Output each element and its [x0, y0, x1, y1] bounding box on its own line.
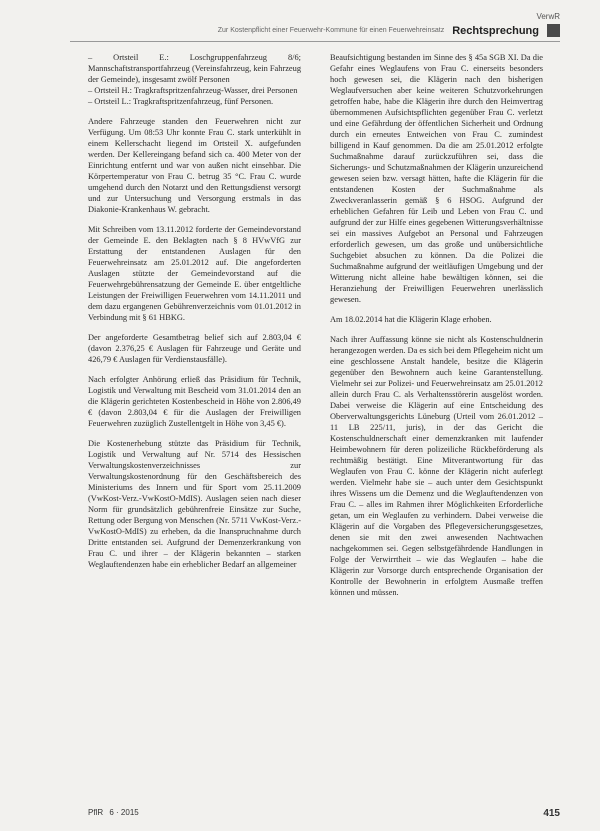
page-number: 415	[543, 808, 560, 819]
section-tag: VerwR	[536, 12, 560, 21]
right-column	[330, 52, 543, 607]
vehicle-list	[88, 52, 301, 107]
journal-issue: 6 · 2015	[109, 808, 139, 817]
list-item: – Ortsteil E.: Loschgruppenfahrzeug 8/6; Mannschaftstransportfahrzeug (Vereinsfahrzeug, kein Fahrzeug der Gemeinde), insgesamt zwölf Personen	[88, 53, 302, 84]
paragraph: Beaufsichtigung bestanden im Sinne des § 45a SGB XI. Da die Gefahr eines Weglaufens von Frau C. einerseits besonders hoch gewesen sei, die Klägerin nach den bisherigen Weglaufversuchen aber keine weiteren Schutzvorkehrungen getroffen habe, habe die Klägerin ihre durch den Heimvertrag übernommenen Aufsichtspflichten gegenüber Frau C. verletzt und eine Gefährdung der öffentlichen Sicherheit und Ordnung durch ein erneutes Entweichen von Frau C. zumindest billigend in Kauf genommen. Da die am 25.01.2012 erfolgte Suchmaßnahme darauf zurückzuführen sei, dass die Sicherungs- und Schutzmaßnahmen der Klägerin unzureichend gewesen seien bzw. versagt hätten, hafte die Klägerin für die entstandenen Kosten der Suchmaßnahme als Zweckveranlasserin gemäß § 6 HSOG. Aufgrund der erheblichen Gefahren für Leib und Leben von Frau C. und aufgrund der zur Hilfe eines gegebenen Witterungsverhältnisse sei ein massives Aufgebot an Personal und Fahrzeugen erforderlich gewesen, um das große und unübersichtliche Suchgebiet absuchen zu können. Da die Polizei die Suchmaßnahme aufgrund der weitläufigen Umgebung und der Witterung nicht alleine habe bewältigen können, sei die Heranziehung der Freiwilligen Feuerwehren unerlässlich gewesen.	[330, 53, 543, 304]
header-divider	[70, 41, 560, 42]
paragraph: Die Kostenerhebung stützte das Präsidium für Technik, Logistik und Verwaltung auf Nr. 5714 des Hessischen Verwaltungskostenverzeichnisses zur Verwaltungskostenordnung für den Geschäftsbereich des Ministeriums des Innern und für Sport vom 25.11.2009 (VwKost-Verz.-VwKostO-MdIS). Auslagen seien nach dieser Norm für grundsätzlich gebührenfreie Einsätze zur Suche, Rettung oder Bergung von Menschen (Nr. 5711 VwKost-Verz.-VwKostO-MdIS) zu erheben, da die Inanspruchnahme durch Dritte entstanden sei. Aufgrund der Demenzerkrankung von Frau C. und ihrer – der Klägerin bekannten – starken Weglauftendenzen habe ein erheblicher Bedarf an allgemeiner	[88, 439, 301, 569]
left-column	[88, 52, 301, 579]
paragraph: Mit Schreiben vom 13.11.2012 forderte der Gemeindevorstand der Gemeinde E. den Beklagten nach § 8 HVwVfG zur Erstattung der entstandenen Auslagen für den Feuerwehreinsatz am 25.01.2012 auf. Die angeforderten Auslagen stützte der Gemeindevorstand auf die Feuerwehrgebührensatzung der Gemeinde E. über entgeltliche Leistungen der Freiwilligen Feuerwehren vom 14.11.2011 und dem dazu ergangenen Gebührenverzeichnis vom 01.01.2012 in Verbindung mit § 61 HBKG.	[88, 225, 301, 322]
running-header	[70, 24, 560, 37]
running-header-title: Rechtsprechung	[452, 24, 539, 37]
paragraph: Nach ihrer Auffassung könne sie nicht als Kostenschuldnerin herangezogen werden. Da es sich bei dem Pflegeheim nicht um eine geschlossene Anstalt handele, besitze die Klägerin gegenüber den Bewohnern auch keine Garantenstellung. Vielmehr sei zur Polizei- und Feuerwehreinsatz am 25.01.2012 allein durch Frau C. als Verhaltensstörerin ausgelöst worden. Dabei verweise die Klägerin auf eine Entscheidung des Oberverwaltungsgerichts Lüneburg (Urteil vom 26.01.2012 – 11 LB 225/11, juris), in der das Gericht die Kostenschuldnerschaft einer demenzkranken mit laufender Heimbewohnern für deren polizeiliche Rückbeförderung als rechtmäßig bestätigt. Eine Mitverantwortung für das Weglaufen von Frau C. könne der Klägerin nicht auferlegt werden. Vielmehr habe sie – auch unter dem Gesichtspunkt ihres Wissens um die Demenz und die Weglauftendenzen von Frau C. – alles im Rahmen ihrer Möglichkeiten Erforderliche getan, um ein Weglaufen zu verhindern. Dabei verweise die Klägerin auf die Vorgaben des Pflegeversicherungsgesetzes, denen sie mit den zwei anwesenden Nachtwachen nachgekommen sei. Gegen selbstgefährdende Handlungen in Folge der Verwirrtheit – wie das Weglaufen – habe die Klägerin zur Vorsorge durch entsprechende Organisation der Kontrolle der Bewohnerin in erfolgtem Ausmaße treffen können und müssen.	[330, 335, 543, 597]
running-header-subtitle: Zur Kostenpflicht einer Feuerwehr-Kommune für einen Feuerwehreinsatz	[217, 27, 445, 34]
journal-name: PflR	[88, 808, 104, 817]
section-marker-square	[547, 24, 560, 37]
paragraph: Der angeforderte Gesamtbetrag belief sich auf 2.803,04 € (davon 2.376,25 € Auslagen für Fahrzeuge und Geräte und 426,79 € Auslagen für Verdienstausfälle).	[88, 333, 301, 364]
list-item: – Ortsteil H.: Tragkraftspritzenfahrzeug-Wasser, drei Personen	[88, 86, 298, 95]
paragraph: Andere Fahrzeuge standen den Feuerwehren nicht zur Verfügung. Um 08:53 Uhr konnte Frau C. stark unterkühlt in einem Kellerschacht liegend im Ortsteil X. aufgefunden werden. Der Kellereingang befand sich ca. 400 Meter von der Einrichtung entfernt und war von außen nicht einsehbar. Die Körpertemperatur von Frau C. betrug 35 °C. Frau C. wurde umgehend durch den Notarzt und den Rettungsdienst versorgt und zur Untersuchung und Versorgung erstmals in das Diakonie-Krankenhaus W. gebracht.	[88, 117, 301, 214]
list-item: – Ortsteil L.: Tragkraftspritzenfahrzeug, fünf Personen.	[88, 97, 274, 106]
page-footer	[88, 808, 560, 819]
paragraph: Nach erfolgter Anhörung erließ das Präsidium für Technik, Logistik und Verwaltung mit Bescheid vom 31.01.2014 den an die Klägerin gerichteten Kostenbescheid in Höhe von 2.806,49 € (davon 2.803,04 € für die Auslagen der Freiwilligen Feuerwehren zuzüglich Zustellentgelt in Höhe von 3,45 €).	[88, 375, 301, 428]
paragraph: Am 18.02.2014 hat die Klägerin Klage erhoben.	[330, 315, 492, 324]
footer-journal-info	[88, 808, 143, 819]
